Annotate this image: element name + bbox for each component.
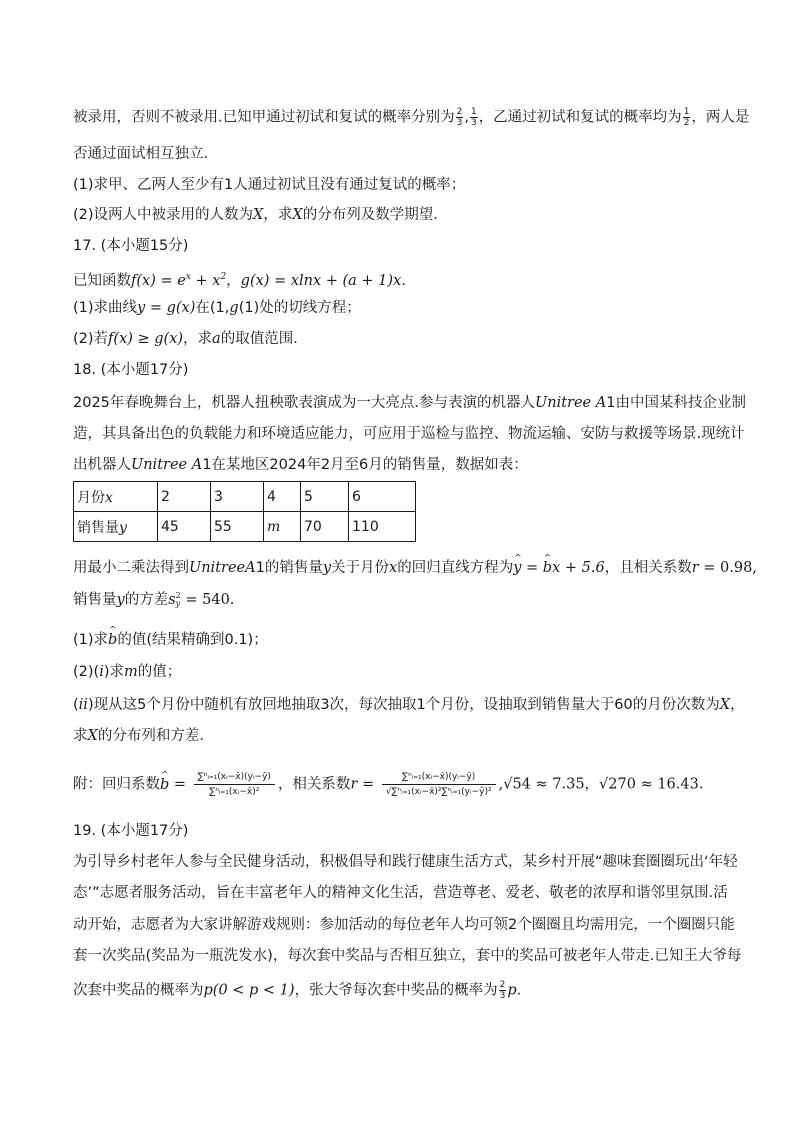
fraction: $\frac{1}{3}$ bbox=[470, 107, 477, 128]
fraction: $\frac{2}{3}$ bbox=[456, 107, 463, 128]
table-cell: 2 bbox=[158, 482, 211, 512]
table-cell: 6 bbox=[349, 482, 416, 512]
p19-heading: 19. (本小题17分) bbox=[73, 823, 189, 839]
p18-text-3: 出机器人Unitree A1在某地区2024年2月至6月的销售量，数据如表： bbox=[73, 457, 528, 473]
table-row bbox=[74, 482, 416, 512]
p18-question-2i: (2)(i)求m的值； bbox=[73, 664, 182, 680]
table-header-cell: 月份x bbox=[74, 482, 158, 512]
p18-appendix: 附：回归系数^ b = $\frac{\text{∑ⁿᵢ₌₁(xᵢ−x̄)(yᵢ−ȳ)}}{\text{∑ⁿᵢ₌₁(xᵢ−x̄)²}}$ ，相关系数r = $\frac{\text{∑ⁿᵢ₌₁(xᵢ−x̄)(yᵢ−ȳ)}}{\text{√∑ⁿᵢ₌₁(xᵢ−x̄)²∑ⁿᵢ₌₁(yᵢ−ȳ)²}}$ ,√54 ≈ 7.35，√270 ≈ 16.43. bbox=[73, 771, 703, 798]
p19-text-1: 为引导乡村老年人参与全民健身活动，积极倡导和践行健康生活方式，某乡村开展“趣味套圈圈玩出‘年轻 bbox=[73, 854, 738, 870]
p18-text-1: 2025年春晚舞台上，机器人扭秧歌表演成为一大亮点.参与表演的机器人Unitree A1由中国某科技企业制 bbox=[73, 395, 746, 411]
fraction: $\frac{1}{2}$ bbox=[683, 107, 690, 128]
p18-text-2: 造，其具备出色的负载能力和环境适应能力，可应用于巡检与监控、物流运输、安防与救援等场景.现统计 bbox=[73, 426, 745, 442]
table-cell: 5 bbox=[301, 482, 349, 512]
p19-text-2: 态’”志愿者服务活动，旨在丰富老年人的精神文化生活，营造尊老、爱老、敬老的浓厚和谐邻里氛围.活 bbox=[73, 885, 728, 901]
p17-heading: 17. (本小题15分) bbox=[73, 238, 189, 254]
table-cell: 55 bbox=[211, 512, 264, 542]
p18-question-1: (1)求^ b的值(结果精确到0.1)； bbox=[73, 630, 268, 650]
p16-question-2: (2)设两人中被录用的人数为X，求X的分布列及数学期望． bbox=[73, 207, 448, 223]
p18-text-5: 销售量y的方差s 2 y = 540. bbox=[73, 591, 235, 608]
table-cell: 45 bbox=[158, 512, 211, 542]
fraction: $\frac{2}{3}$ bbox=[499, 980, 506, 1001]
p18-text-4: 用最小二乘法得到UnitreeA1的销售量y关于月份x的回归直线方程为^ y = ^ bx + 5.6，且相关系数r = 0.98, bbox=[73, 558, 757, 578]
p19-text-3: 动开始，志愿者为大家讲解游戏规则：参加活动的每位老年人均可领2个圈圈且均需用完，一个圈圈只能 bbox=[73, 917, 735, 933]
table-row bbox=[74, 512, 416, 542]
table-header-cell: 销售量y bbox=[74, 512, 158, 542]
table-cell: m bbox=[264, 512, 301, 542]
sales-table bbox=[73, 481, 416, 542]
p17-definition: 已知函数$f(x) = e^x + x^2$，g(x) = xlnx + (a + 1)x. bbox=[73, 272, 406, 289]
p18-question-2ii-cont: 求X的分布列和方差． bbox=[73, 728, 214, 744]
p17-question-2: (2)若f(x) ≥ g(x)，求a的取值范围． bbox=[73, 331, 308, 347]
table-cell: 110 bbox=[349, 512, 416, 542]
p18-question-2ii: (ii)现从这5个月份中随机有放回地抽取3次，每次抽取1个月份，设抽取到销售量大于60的月份次数为X， bbox=[73, 697, 745, 713]
p16-line-2: 否通过面试相互独立． bbox=[73, 146, 218, 162]
p18-heading: 18. (本小题17分) bbox=[73, 362, 189, 378]
regression-formula: $\frac{\text{∑ⁿᵢ₌₁(xᵢ−x̄)(yᵢ−ȳ)}}{\text{∑ⁿᵢ₌₁(xᵢ−x̄)²}}$ bbox=[194, 771, 275, 798]
table-cell: 4 bbox=[264, 482, 301, 512]
p19-text-4: 套一次奖品(奖品为一瓶洗发水)，每次套中奖品与否相互独立，套中的奖品可被老年人带走.已知王大爷每 bbox=[73, 948, 742, 964]
p16-line-1: 被录用，否则不被录用.已知甲通过初试和复试的概率分别为 $\frac{2}{3}$ , $\frac{1}{3}$ ，乙通过初试和复试的概率均为 $\frac{1}{2}$ ，两人是 bbox=[73, 107, 750, 128]
table-cell: 70 bbox=[301, 512, 349, 542]
table-cell: 3 bbox=[211, 482, 264, 512]
correlation-formula: $\frac{\text{∑ⁿᵢ₌₁(xᵢ−x̄)(yᵢ−ȳ)}}{\text{√∑ⁿᵢ₌₁(xᵢ−x̄)²∑ⁿᵢ₌₁(yᵢ−ȳ)²}}$ bbox=[382, 771, 496, 798]
p16-question-1: (1)求甲、乙两人至少有1人通过初试且没有通过复试的概率； bbox=[73, 177, 466, 193]
p17-question-1: (1)求曲线y = g(x)在(1,g(1)处的切线方程； bbox=[73, 300, 361, 316]
p19-text-5: 次套中奖品的概率为p(0 < p < 1)，张大爷每次套中奖品的概率为 $\frac{2}{3}$ p. bbox=[73, 980, 522, 1001]
